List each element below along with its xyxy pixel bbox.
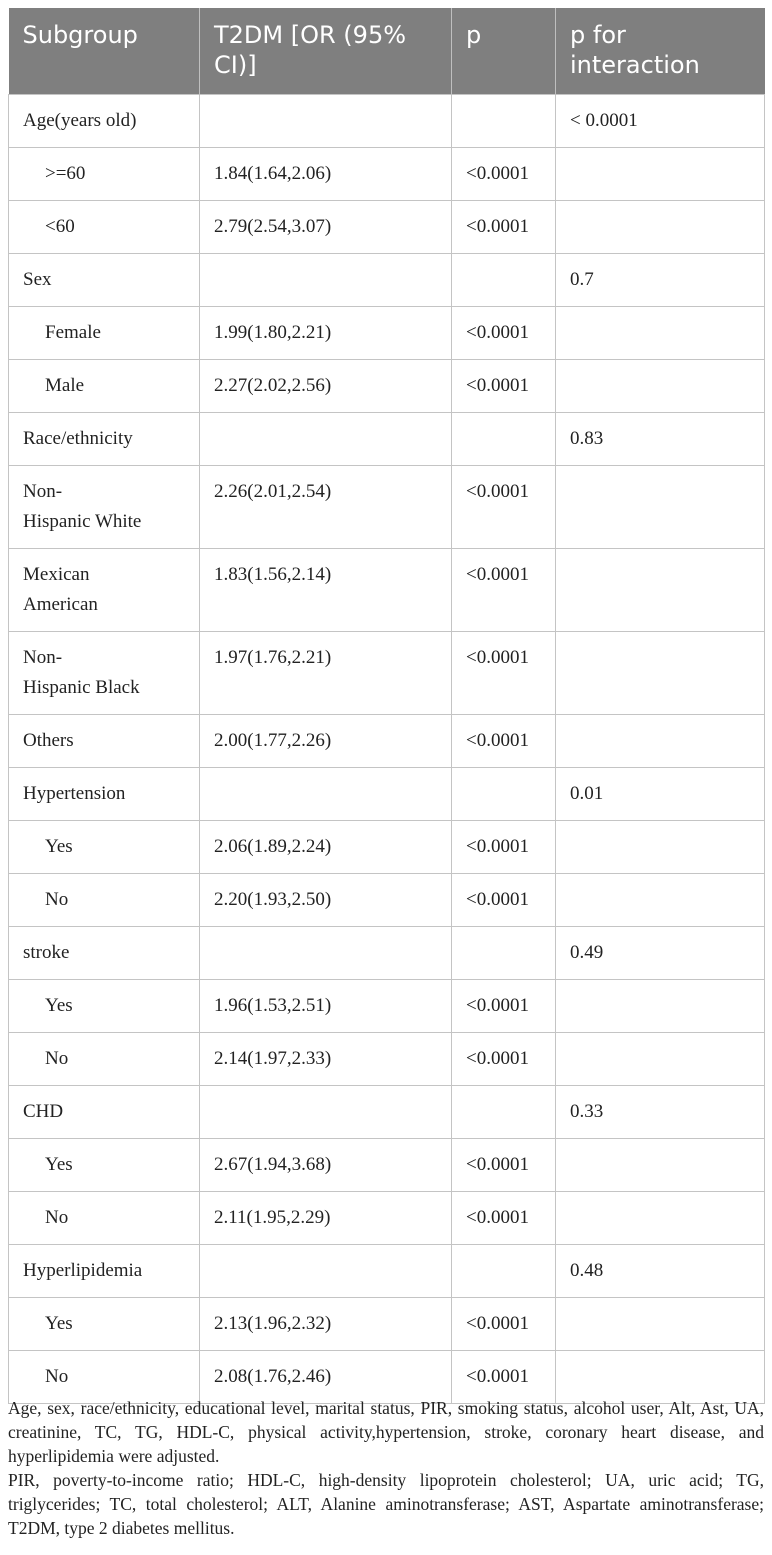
or-ci-cell — [200, 1086, 452, 1139]
p-value-cell: <0.0001 — [452, 360, 556, 413]
subgroup-cell: stroke — [9, 927, 200, 980]
p-value-cell: <0.0001 — [452, 466, 556, 549]
p-interaction-cell: 0.83 — [556, 413, 765, 466]
p-interaction-cell — [556, 1192, 765, 1245]
subgroup-cell: Non- Hispanic White — [9, 466, 200, 549]
or-ci-cell: 2.13(1.96,2.32) — [200, 1298, 452, 1351]
or-ci-cell: 1.84(1.64,2.06) — [200, 148, 452, 201]
table-row — [9, 1298, 765, 1351]
p-interaction-cell — [556, 1033, 765, 1086]
p-value-cell: <0.0001 — [452, 980, 556, 1033]
subgroup-cell: No — [9, 1351, 200, 1404]
subgroup-cell: Age(years old) — [9, 95, 200, 148]
p-interaction-cell: 0.01 — [556, 768, 765, 821]
footnote-adjusted: Age, sex, race/ethnicity, educational level, marital status, PIR, smoking status, alcohol user, Alt, Ast, UA, creatinine, TC, TG, HDL-C, physical activity,hypertension, stroke, coronary heart disease, and hyperlipidemia were adjusted. — [8, 1398, 764, 1466]
p-value-cell — [452, 1245, 556, 1298]
p-value-cell — [452, 413, 556, 466]
p-interaction-cell: 0.33 — [556, 1086, 765, 1139]
p-value-cell: <0.0001 — [452, 1351, 556, 1404]
p-interaction-cell: 0.49 — [556, 927, 765, 980]
subgroup-cell: Female — [9, 307, 200, 360]
table-row — [9, 1086, 765, 1139]
p-value-cell: <0.0001 — [452, 715, 556, 768]
table-row — [9, 360, 765, 413]
subgroup-cell: Male — [9, 360, 200, 413]
p-interaction-cell — [556, 980, 765, 1033]
table-row — [9, 632, 765, 715]
table-row — [9, 1192, 765, 1245]
p-interaction-cell — [556, 1298, 765, 1351]
table-footnotes — [8, 1396, 764, 1540]
table-row — [9, 927, 765, 980]
or-ci-cell: 2.27(2.02,2.56) — [200, 360, 452, 413]
p-value-cell: <0.0001 — [452, 1192, 556, 1245]
p-value-cell: <0.0001 — [452, 1298, 556, 1351]
or-ci-cell: 2.06(1.89,2.24) — [200, 821, 452, 874]
subgroup-cell: Race/ethnicity — [9, 413, 200, 466]
subgroup-cell: No — [9, 1033, 200, 1086]
or-ci-cell: 1.99(1.80,2.21) — [200, 307, 452, 360]
p-value-cell — [452, 1086, 556, 1139]
header-t2dm-or: T2DM [OR (95% CI)] — [200, 8, 452, 95]
table-row — [9, 201, 765, 254]
p-value-cell — [452, 768, 556, 821]
p-interaction-cell — [556, 632, 765, 715]
or-ci-cell: 2.67(1.94,3.68) — [200, 1139, 452, 1192]
subgroup-cell: Mexican American — [9, 549, 200, 632]
or-ci-cell: 2.14(1.97,2.33) — [200, 1033, 452, 1086]
or-ci-cell: 2.26(2.01,2.54) — [200, 466, 452, 549]
subgroup-cell: CHD — [9, 1086, 200, 1139]
or-ci-cell: 1.97(1.76,2.21) — [200, 632, 452, 715]
table-row — [9, 715, 765, 768]
p-interaction-cell — [556, 715, 765, 768]
p-interaction-cell — [556, 549, 765, 632]
table-row — [9, 1245, 765, 1298]
table-row — [9, 980, 765, 1033]
subgroup-table-container — [8, 8, 764, 1404]
subgroup-analysis-table — [8, 8, 765, 1404]
subgroup-cell: Yes — [9, 1298, 200, 1351]
or-ci-cell: 2.20(1.93,2.50) — [200, 874, 452, 927]
p-value-cell: <0.0001 — [452, 821, 556, 874]
subgroup-cell: No — [9, 1192, 200, 1245]
p-interaction-cell — [556, 360, 765, 413]
table-row — [9, 466, 765, 549]
p-interaction-cell — [556, 874, 765, 927]
subgroup-cell: Yes — [9, 1139, 200, 1192]
table-row — [9, 1139, 765, 1192]
p-value-cell: <0.0001 — [452, 632, 556, 715]
p-value-cell — [452, 95, 556, 148]
table-row — [9, 1033, 765, 1086]
or-ci-cell — [200, 254, 452, 307]
p-value-cell: <0.0001 — [452, 874, 556, 927]
subgroup-cell: <60 — [9, 201, 200, 254]
or-ci-cell — [200, 413, 452, 466]
subgroup-cell: Non- Hispanic Black — [9, 632, 200, 715]
subgroup-cell: Yes — [9, 980, 200, 1033]
p-interaction-cell: < 0.0001 — [556, 95, 765, 148]
or-ci-cell: 2.79(2.54,3.07) — [200, 201, 452, 254]
subgroup-cell: >=60 — [9, 148, 200, 201]
p-interaction-cell — [556, 466, 765, 549]
table-body — [9, 95, 765, 1404]
table-row — [9, 148, 765, 201]
p-value-cell — [452, 927, 556, 980]
header-subgroup: Subgroup — [9, 8, 200, 95]
table-row — [9, 821, 765, 874]
p-interaction-cell — [556, 821, 765, 874]
or-ci-cell — [200, 1245, 452, 1298]
or-ci-cell — [200, 927, 452, 980]
subgroup-cell: No — [9, 874, 200, 927]
header-p-for-interaction: p for interaction — [556, 8, 765, 95]
or-ci-cell — [200, 768, 452, 821]
p-value-cell — [452, 254, 556, 307]
p-interaction-cell — [556, 201, 765, 254]
header-p: p — [452, 8, 556, 95]
table-row — [9, 95, 765, 148]
or-ci-cell: 1.96(1.53,2.51) — [200, 980, 452, 1033]
subgroup-cell: Hyperlipidemia — [9, 1245, 200, 1298]
or-ci-cell: 2.11(1.95,2.29) — [200, 1192, 452, 1245]
subgroup-cell: Yes — [9, 821, 200, 874]
table-row — [9, 254, 765, 307]
p-value-cell: <0.0001 — [452, 1139, 556, 1192]
p-interaction-cell: 0.48 — [556, 1245, 765, 1298]
p-value-cell: <0.0001 — [452, 1033, 556, 1086]
p-value-cell: <0.0001 — [452, 148, 556, 201]
subgroup-cell: Others — [9, 715, 200, 768]
or-ci-cell — [200, 95, 452, 148]
table-header-row — [9, 8, 765, 95]
p-value-cell: <0.0001 — [452, 549, 556, 632]
or-ci-cell: 2.00(1.77,2.26) — [200, 715, 452, 768]
p-value-cell: <0.0001 — [452, 201, 556, 254]
footnote-abbreviations: PIR, poverty-to-income ratio; HDL-C, high-density lipoprotein cholesterol; UA, uric acid; TG, triglycerides; TC, total cholesterol; ALT, Alanine aminotransferase; AST, Aspartate aminotransferase; T2DM, type 2 diabetes mellitus. — [8, 1470, 764, 1538]
p-interaction-cell — [556, 148, 765, 201]
or-ci-cell: 1.83(1.56,2.14) — [200, 549, 452, 632]
p-interaction-cell — [556, 307, 765, 360]
table-row — [9, 768, 765, 821]
table-row — [9, 874, 765, 927]
table-row — [9, 307, 765, 360]
or-ci-cell: 2.08(1.76,2.46) — [200, 1351, 452, 1404]
p-interaction-cell — [556, 1139, 765, 1192]
table-row — [9, 549, 765, 632]
subgroup-cell: Sex — [9, 254, 200, 307]
p-interaction-cell: 0.7 — [556, 254, 765, 307]
table-row — [9, 413, 765, 466]
subgroup-cell: Hypertension — [9, 768, 200, 821]
p-value-cell: <0.0001 — [452, 307, 556, 360]
